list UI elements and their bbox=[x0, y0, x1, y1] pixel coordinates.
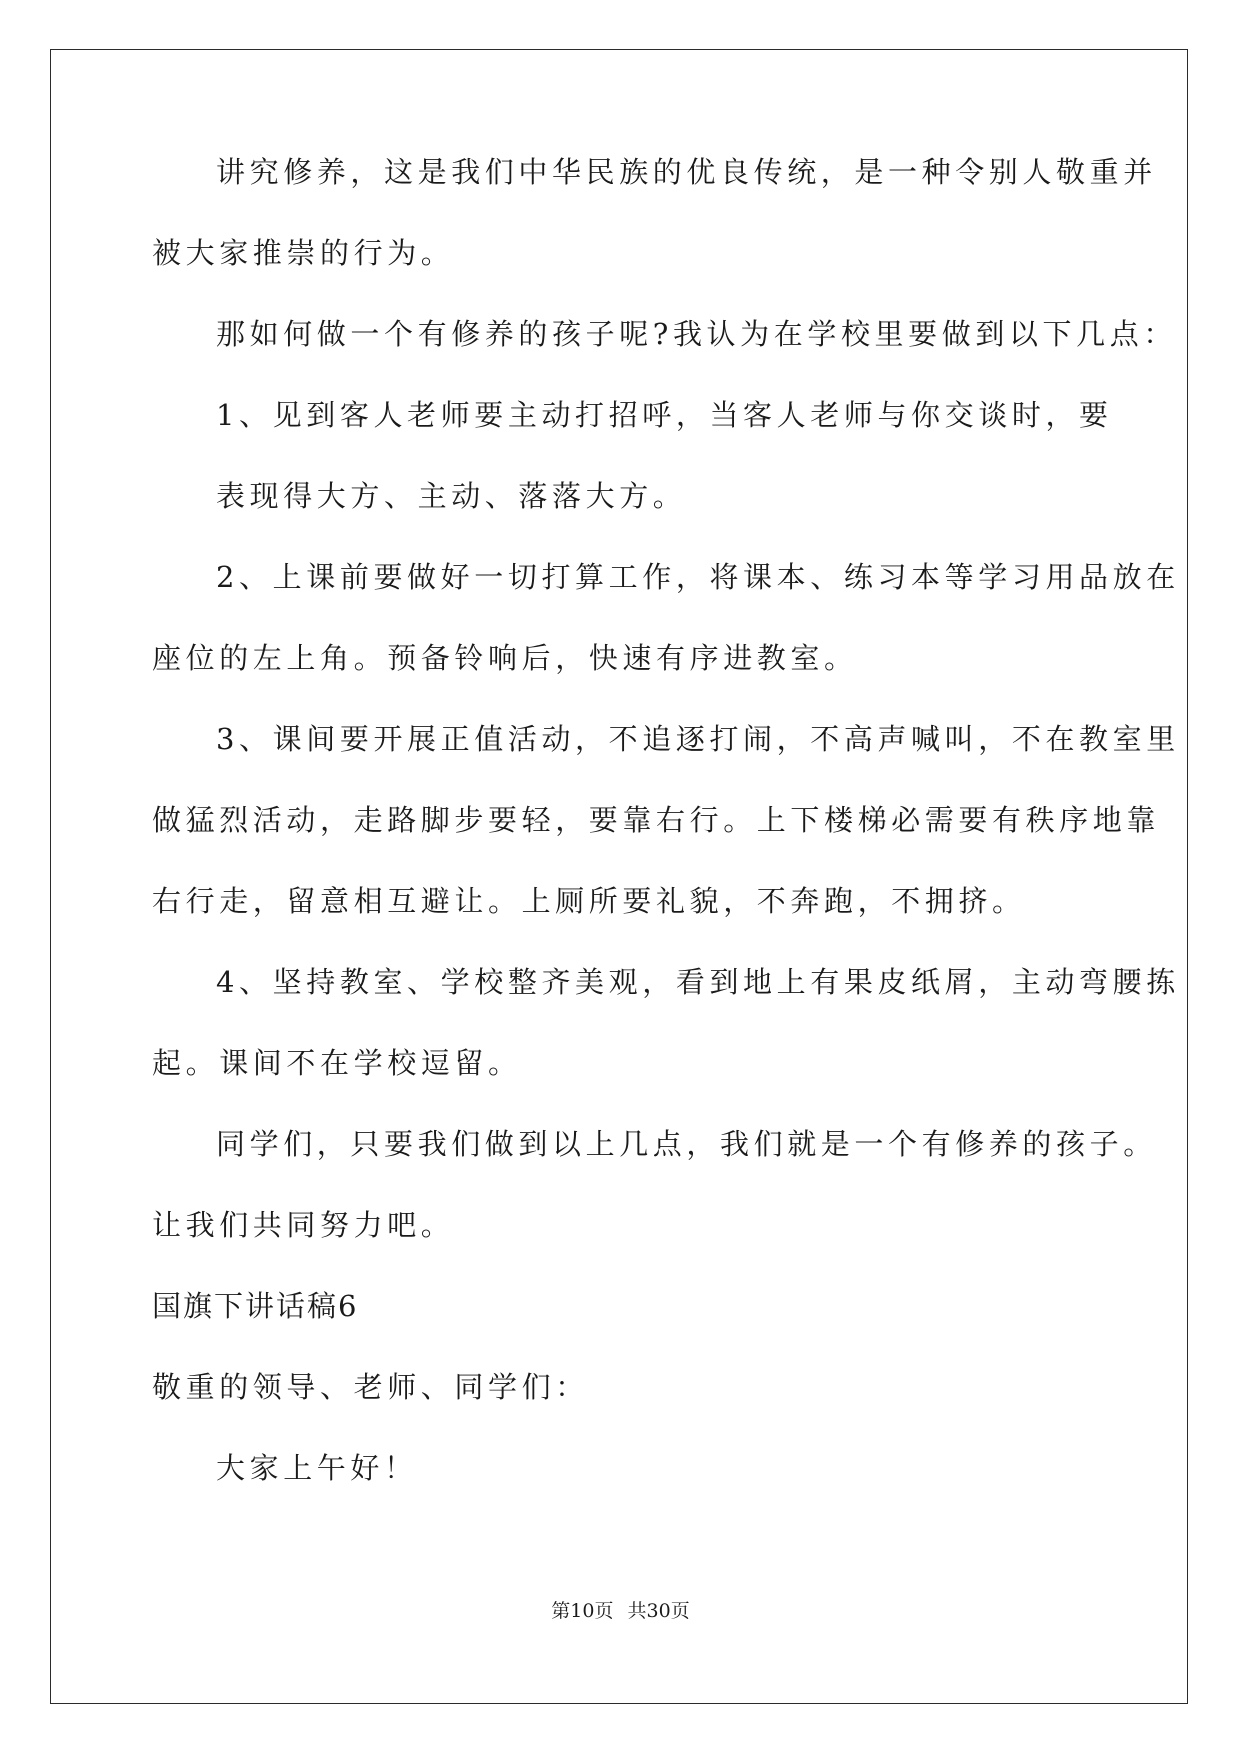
paragraph-line: 让我们共同努力吧。 bbox=[152, 1208, 455, 1242]
paragraph-line: 被大家推崇的行为。 bbox=[152, 236, 455, 270]
paragraph-line: 起。课间不在学校逗留。 bbox=[152, 1046, 522, 1080]
paragraph-line: 2、上课前要做好一切打算工作，将课本、练习本等学习用品放在 bbox=[216, 560, 1180, 594]
page-number: 第10页 bbox=[551, 1600, 614, 1622]
page-total: 共30页 bbox=[627, 1600, 690, 1622]
paragraph-line: 3、课间要开展正值活动，不追逐打闹，不高声喊叫，不在教室里 bbox=[216, 722, 1180, 756]
paragraph-line: 表现得大方、主动、落落大方。 bbox=[216, 479, 687, 513]
paragraph-line: 右行走，留意相互避让。上厕所要礼貌，不奔跑，不拥挤。 bbox=[152, 884, 1026, 918]
paragraph-line: 同学们，只要我们做到以上几点，我们就是一个有修养的孩子。 bbox=[216, 1127, 1157, 1161]
paragraph-line: 1、见到客人老师要主动打招呼，当客人老师与你交谈时，要 bbox=[216, 398, 1113, 432]
paragraph-line: 那如何做一个有修养的孩子呢?我认为在学校里要做到以下几点： bbox=[216, 317, 1177, 351]
paragraph-line: 座位的左上角。预备铃响后，快速有序进教室。 bbox=[152, 641, 858, 675]
salutation: 敬重的领导、老师、同学们： bbox=[152, 1370, 589, 1404]
paragraph-line: 4、坚持教室、学校整齐美观，看到地上有果皮纸屑，主动弯腰拣 bbox=[216, 965, 1180, 999]
paragraph-line: 做猛烈活动，走路脚步要轻，要靠右行。上下楼梯必需要有秩序地靠 bbox=[152, 803, 1161, 837]
paragraph-line: 讲究修养，这是我们中华民族的优良传统，是一种令别人敬重并 bbox=[216, 155, 1157, 189]
page-footer bbox=[0, 1598, 1241, 1624]
greeting: 大家上午好！ bbox=[216, 1451, 418, 1485]
section-heading: 国旗下讲话稿6 bbox=[152, 1289, 359, 1323]
